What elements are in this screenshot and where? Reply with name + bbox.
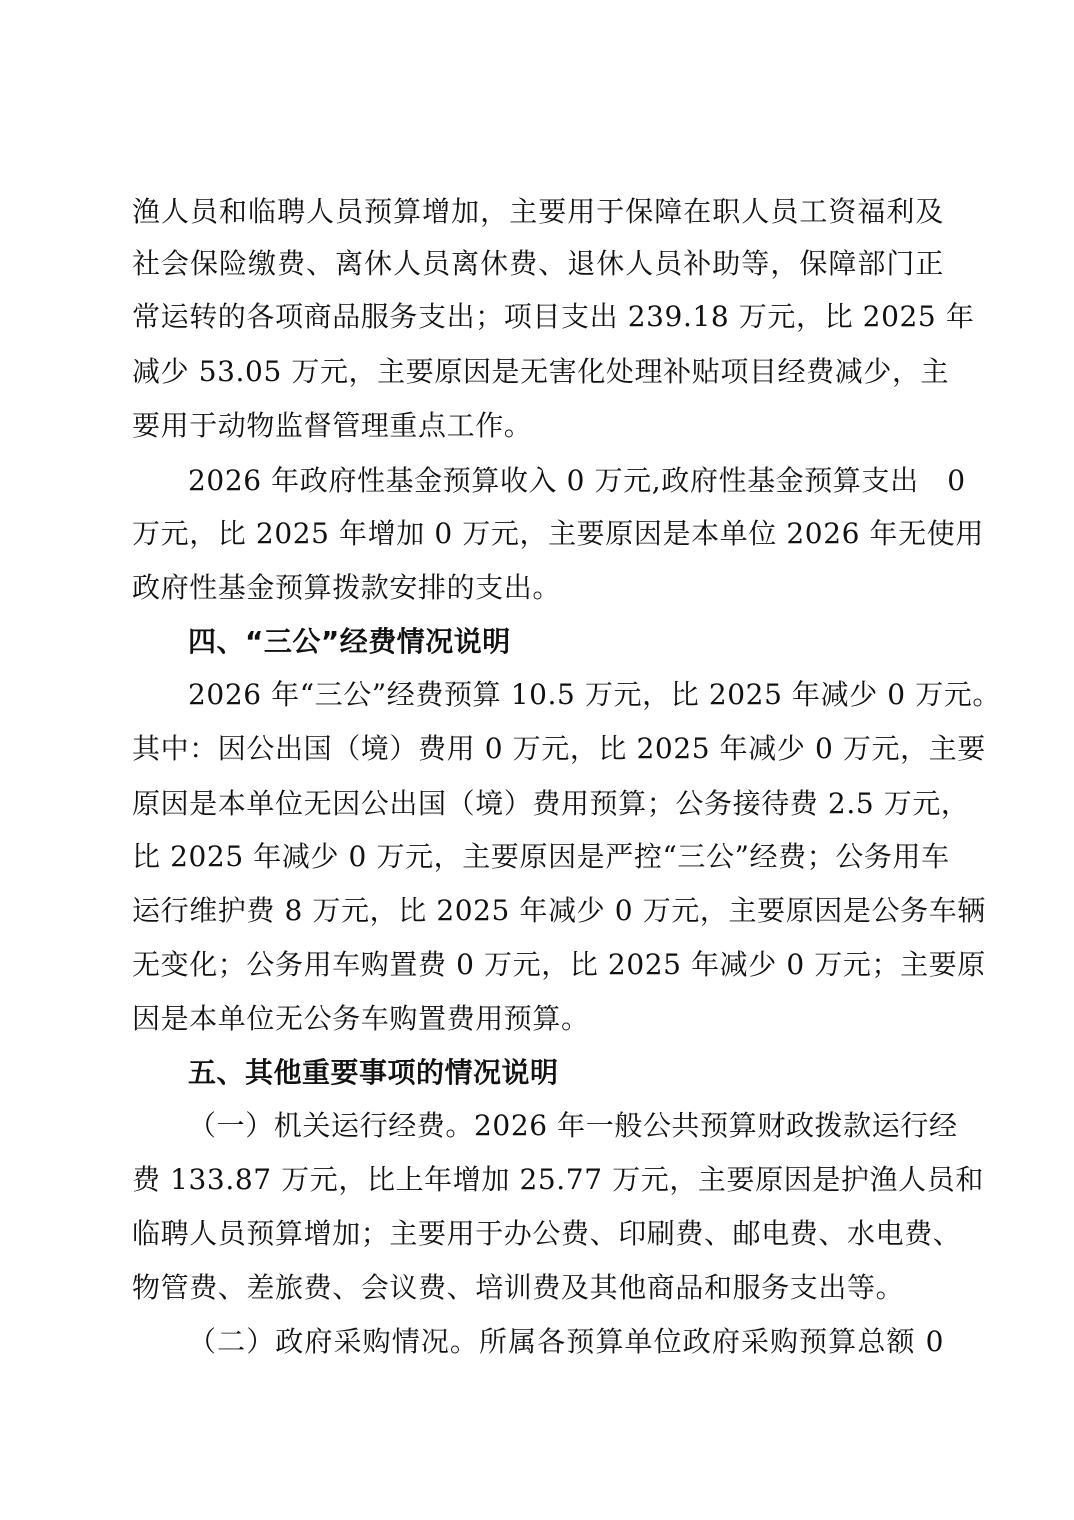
paragraph-line: 2026 年政府性基金预算收入 0 万元,政府性基金预算支出 0 (188, 464, 966, 497)
paragraph-line: 临聘人员预算增加；主要用于办公费、印刷费、邮电费、水电费、 (132, 1217, 962, 1250)
paragraph-line: 原因是本单位无因公出国（境）费用预算；公务接待费 2.5 万元， (132, 787, 970, 820)
paragraph-line: 因是本单位无公务车购置费用预算。 (132, 1002, 590, 1035)
paragraph-line: 物管费、差旅费、会议费、培训费及其他商品和服务支出等。 (132, 1271, 905, 1304)
paragraph-line: 其中：因公出国（境）费用 0 万元，比 2025 年减少 0 万元，主要 (132, 732, 986, 765)
paragraph-line: （二）政府采购情况。所属各预算单位政府采购预算总额 0 (188, 1325, 944, 1358)
paragraph-line: 社会保险缴费、离休人员离休费、退休人员补助等，保障部门正 (132, 247, 944, 280)
section-heading-5: 五、其他重要事项的情况说明 (188, 1056, 559, 1089)
paragraph-line: 要用于动物监督管理重点工作。 (132, 409, 533, 442)
paragraph-line: 常运转的各项商品服务支出；项目支出 239.18 万元，比 2025 年 (132, 300, 975, 333)
paragraph-line: 2026 年“三公”经费预算 10.5 万元，比 2025 年减少 0 万元。 (188, 678, 1002, 711)
paragraph-line: 政府性基金预算拨款安排的支出。 (132, 571, 562, 604)
paragraph-line: 渔人员和临聘人员预算增加，主要用于保障在职人员工资福利及 (132, 195, 944, 228)
paragraph-line: 比 2025 年减少 0 万元，主要原因是严控“三公”经费；公务用车 (132, 840, 950, 873)
paragraph-line: 减少 53.05 万元，主要原因是无害化处理补贴项目经费减少，主 (132, 355, 950, 388)
paragraph-line: 运行维护费 8 万元，比 2025 年减少 0 万元，主要原因是公务车辆 (132, 894, 986, 927)
paragraph-line: 无变化；公务用车购置费 0 万元，比 2025 年减少 0 万元；主要原 (132, 948, 986, 981)
section-heading-4: 四、“三公”经费情况说明 (188, 625, 511, 658)
paragraph-line: 费 133.87 万元，比上年增加 25.77 万元，主要原因是护渔人员和 (132, 1163, 984, 1196)
paragraph-line: 万元，比 2025 年增加 0 万元，主要原因是本单位 2026 年无使用 (132, 517, 984, 550)
paragraph-line: （一）机关运行经费。2026 年一般公共预算财政拨款运行经 (188, 1109, 958, 1142)
